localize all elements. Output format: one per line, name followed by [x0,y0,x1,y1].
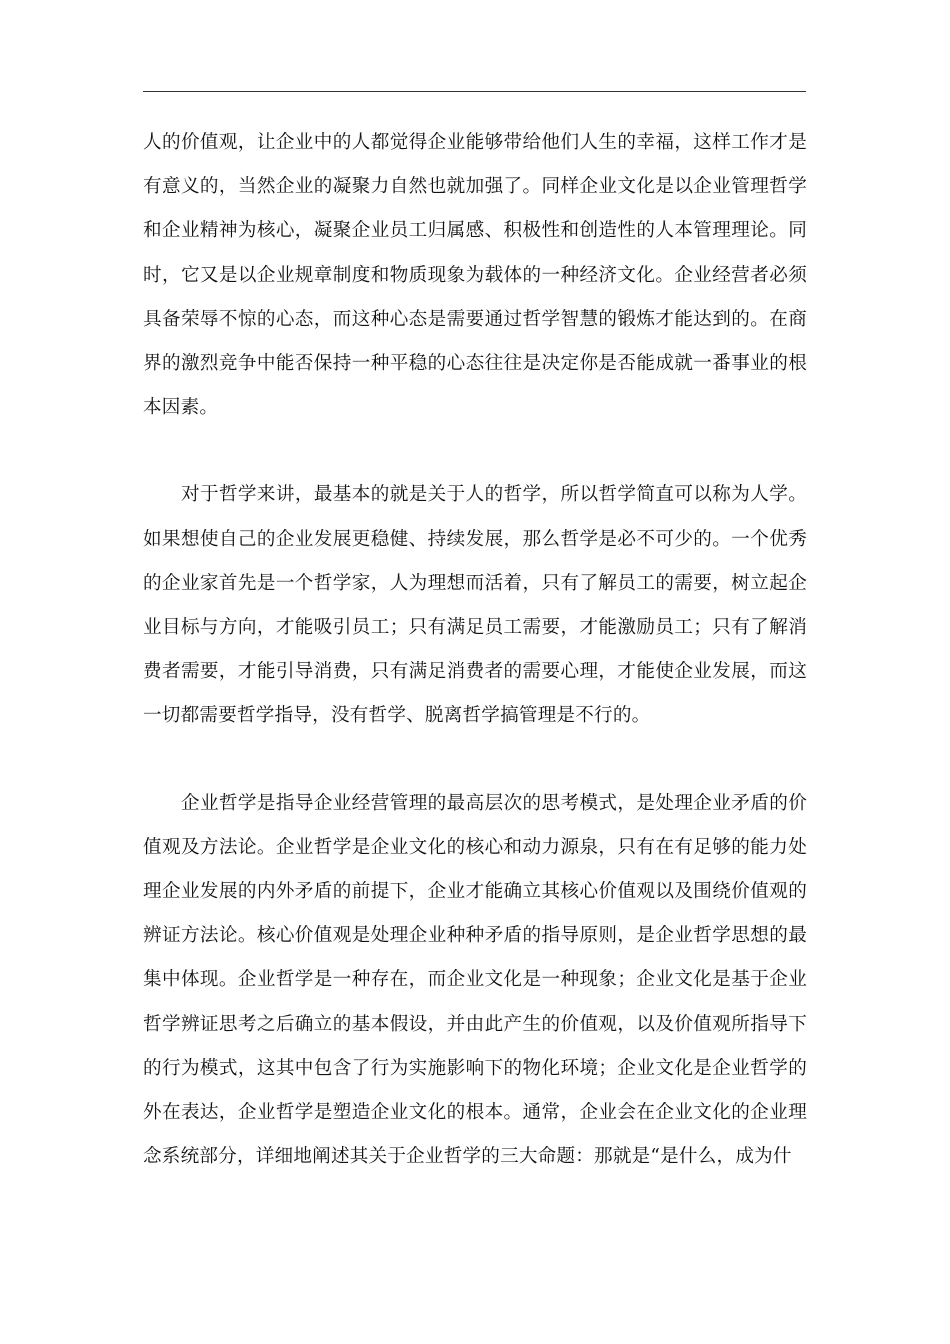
paragraph-2: 对于哲学来讲，最基本的就是关于人的哲学，所以哲学简直可以称为人学。如果想使自己的企业发展更稳健、持续发展，那么哲学是必不可少的。一个优秀的企业家首先是一个哲学家，人为理想而活着，只有了解员工的需要，树立起企业目标与方向，才能吸引员工；只有满足员工需要，才能激励员工；只有了解消费者需要，才能引导消费，只有满足消费者的需要心理，才能使企业发展，而这一切都需要哲学指导，没有哲学、脱离哲学搞管理是不行的。 [143,484,807,727]
document-body [143,121,807,1179]
paragraph-spacer [143,739,807,782]
paragraph-3: 企业哲学是指导企业经营管理的最高层次的思考模式，是处理企业矛盾的价值观及方法论。企业哲学是企业文化的核心和动力源泉，只有在有足够的能力处理企业发展的内外矛盾的前提下，企业才能确立其核心价值观以及围绕价值观的辨证方法论。核心价值观是处理企业种种矛盾的指导原则，是企业哲学思想的最集中体现。企业哲学是一种存在，而企业文化是一种现象；企业文化是基于企业哲学辨证思考之后确立的基本假设，并由此产生的价值观，以及价值观所指导下的行为模式，这其中包含了行为实施影响下的物化环境；企业文化是企业哲学的外在表达，企业哲学是塑造企业文化的根本。通常，企业会在企业文化的企业理念系统部分，详细地阐述其关于企业哲学的三大命题：那就是“是什么，成为什 [143,792,807,1168]
paragraph-1: 人的价值观，让企业中的人都觉得企业能够带给他们人生的幸福，这样工作才是有意义的，当然企业的凝聚力自然也就加强了。同样企业文化是以企业管理哲学和企业精神为核心，凝聚企业员工归属感、积极性和创造性的人本管理理论。同时，它又是以企业规章制度和物质现象为载体的一种经济文化。企业经营者必须具备荣辱不惊的心态，而这种心态是需要通过哲学智慧的锻炼才能达到的。在商界的激烈竞争中能否保持一种平稳的心态往往是决定你是否能成就一番事业的根本因素。 [143,132,807,419]
header-rule [143,91,806,92]
paragraph-spacer [143,430,807,473]
